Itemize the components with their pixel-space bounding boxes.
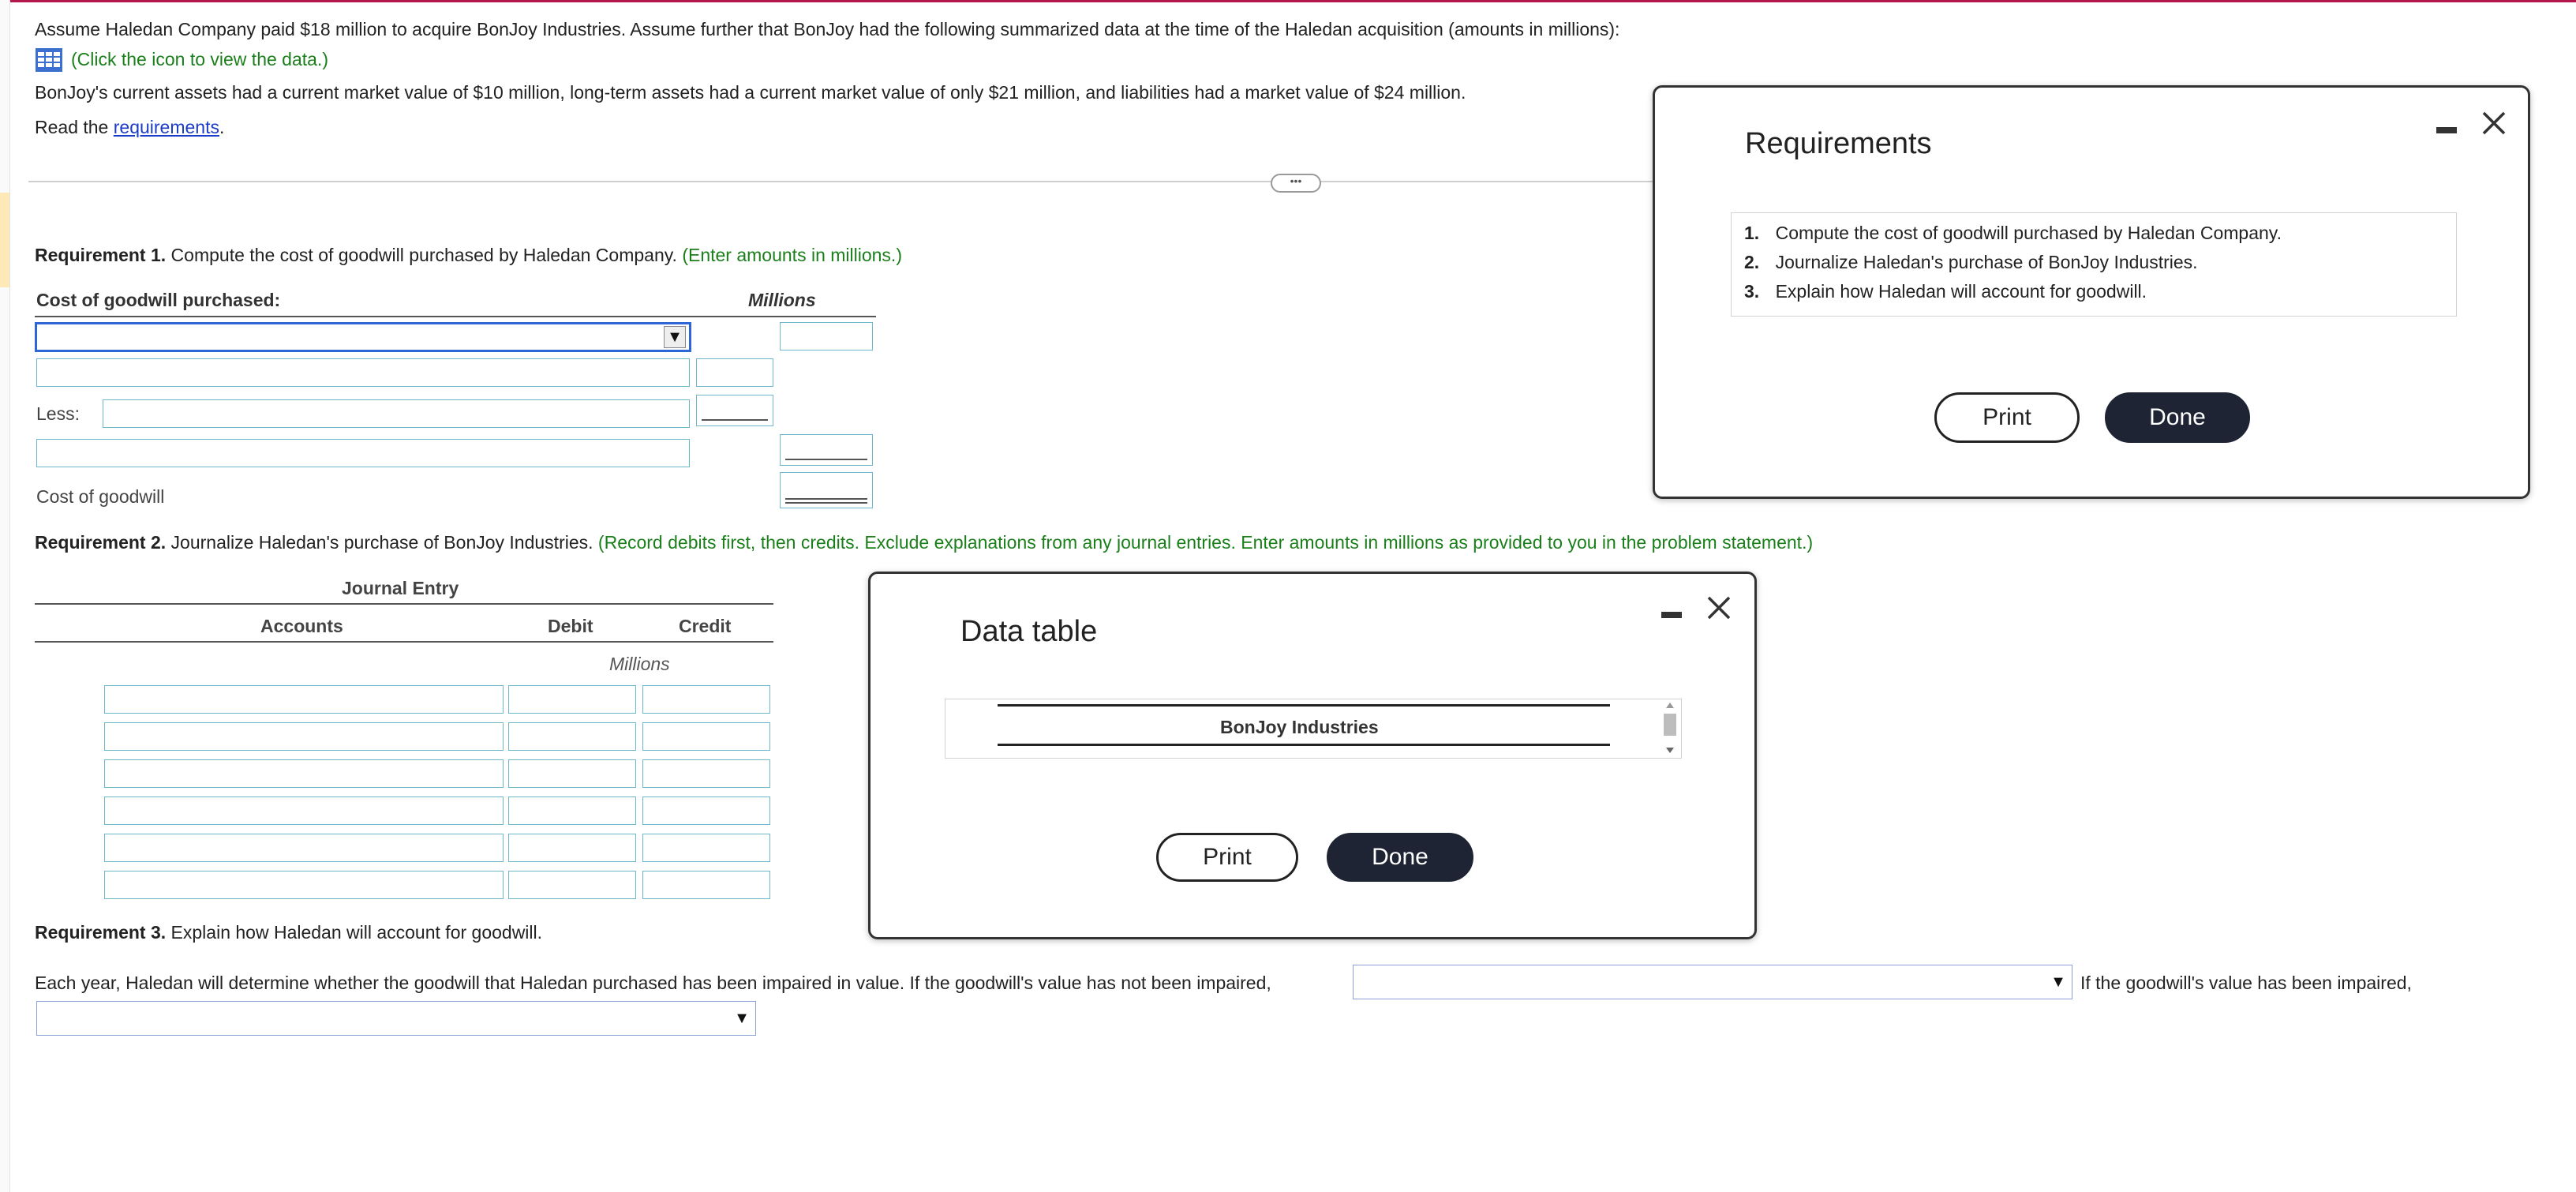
data-table-frame xyxy=(945,699,1682,759)
data-print-button[interactable]: Print xyxy=(1156,833,1298,882)
journal-debit-input[interactable] xyxy=(508,685,636,714)
list-item-number: 2. xyxy=(1744,252,1760,272)
dropdown-arrow-icon: ▼ xyxy=(2050,973,2066,991)
journal-credit-input[interactable] xyxy=(642,685,770,714)
requirements-done-button[interactable]: Done xyxy=(2105,392,2250,443)
req1-text: Compute the cost of goodwill purchased by Haledan Company. xyxy=(166,245,683,265)
journal-title: Journal Entry xyxy=(342,578,459,598)
data-table-modal xyxy=(868,572,1757,939)
journal-credit-input[interactable] xyxy=(642,871,770,899)
journal-debit-input[interactable] xyxy=(508,871,636,899)
net-rule xyxy=(785,459,867,460)
impaired-select[interactable] xyxy=(36,1001,756,1036)
list-item-text: Explain how Haledan will account for goodwill. xyxy=(1775,281,2147,302)
requirements-list xyxy=(1731,212,2457,317)
double-rule-bottom xyxy=(785,502,867,504)
list-item-number: 3. xyxy=(1744,281,1760,302)
table-grid-icon xyxy=(35,47,63,73)
table-top-rule xyxy=(998,704,1610,707)
journal-header-rule xyxy=(35,641,773,643)
req1-hint: (Enter amounts in millions.) xyxy=(682,245,902,265)
scroll-down-arrow-icon[interactable] xyxy=(1666,748,1674,753)
list-item xyxy=(1744,279,2147,303)
dropdown-arrow-icon: ▼ xyxy=(734,1010,750,1027)
goodwill-less-account[interactable] xyxy=(103,399,690,428)
read-suffix: . xyxy=(219,117,225,137)
close-icon[interactable] xyxy=(1705,594,1732,621)
req3-label: Requirement 3. xyxy=(35,922,167,943)
journal-debit-input[interactable] xyxy=(508,834,636,862)
journal-account-input[interactable] xyxy=(104,722,504,751)
list-item-number: 1. xyxy=(1744,223,1760,243)
journal-account-input[interactable] xyxy=(104,685,504,714)
goodwill-less-amount[interactable] xyxy=(696,395,773,426)
goodwill-net-amount[interactable] xyxy=(780,434,873,466)
goodwill-price-select[interactable] xyxy=(35,322,691,352)
list-item xyxy=(1744,221,2282,245)
goodwill-total-amount[interactable] xyxy=(780,472,873,508)
double-rule-top xyxy=(785,498,867,500)
req3-sentence-b: If the goodwill's value has been impaired, xyxy=(2080,973,2412,993)
req3-heading xyxy=(35,920,542,944)
journal-account-input[interactable] xyxy=(104,871,504,899)
col-debit: Debit xyxy=(548,616,593,636)
scrollbar-thumb[interactable] xyxy=(1664,714,1676,736)
journal-credit-input[interactable] xyxy=(642,722,770,751)
journal-credit-input[interactable] xyxy=(642,834,770,862)
goodwill-total-label: Cost of goodwill xyxy=(36,486,165,507)
requirements-modal-title: Requirements xyxy=(1745,127,1932,160)
section-divider xyxy=(28,181,1654,182)
left-progress-marker xyxy=(0,193,9,287)
journal-credit-input[interactable] xyxy=(642,759,770,788)
data-table-header: BonJoy Industries xyxy=(1220,717,1379,737)
req2-text: Journalize Haledan's purchase of BonJoy Industries. xyxy=(166,532,598,553)
requirements-link[interactable]: requirements xyxy=(113,117,219,137)
goodwill-price-amount[interactable] xyxy=(780,322,873,350)
minimize-icon[interactable] xyxy=(2436,127,2457,133)
read-requirements-line xyxy=(35,115,224,139)
goodwill-row2-amount[interactable] xyxy=(696,358,773,387)
panel-resize-handle[interactable]: ••• xyxy=(1271,174,1321,193)
col-accounts: Accounts xyxy=(260,616,343,636)
list-item-text: Journalize Haledan's purchase of BonJoy Industries. xyxy=(1775,252,2198,272)
journal-debit-input[interactable] xyxy=(508,722,636,751)
req2-heading xyxy=(35,530,1813,554)
journal-debit-input[interactable] xyxy=(508,759,636,788)
req3-text: Explain how Haledan will account for goodwill. xyxy=(166,922,543,943)
not-impaired-select[interactable] xyxy=(1353,965,2072,999)
journal-units: Millions xyxy=(609,654,670,674)
journal-debit-input[interactable] xyxy=(508,797,636,825)
goodwill-net-account[interactable] xyxy=(36,439,690,467)
journal-account-input[interactable] xyxy=(104,797,504,825)
goodwill-col-units: Millions xyxy=(748,290,816,310)
left-gutter xyxy=(0,0,10,1192)
requirements-print-button[interactable]: Print xyxy=(1934,392,2080,443)
list-item xyxy=(1744,250,2198,274)
table-header-rule xyxy=(998,744,1610,746)
read-prefix: Read the xyxy=(35,117,114,137)
journal-account-input[interactable] xyxy=(104,834,504,862)
scrollbar[interactable] xyxy=(1662,701,1678,756)
top-accent-bar xyxy=(0,0,2576,2)
req1-label: Requirement 1. xyxy=(35,245,167,265)
journal-title-rule xyxy=(35,603,773,605)
req2-label: Requirement 2. xyxy=(35,532,167,553)
market-values-text: BonJoy's current assets had a current market value of $10 million, long-term assets had a current market value of only $21 million, and liabilities had a market value of $24 million. xyxy=(35,82,1466,103)
req1-heading xyxy=(35,243,902,267)
req3-sentence-a: Each year, Haledan will determine whether the goodwill that Haledan purchased has been impaired in value. If the goodwill's value has not been impaired, xyxy=(35,973,1271,993)
goodwill-col-label: Cost of goodwill purchased: xyxy=(36,290,281,310)
list-item-text: Compute the cost of goodwill purchased by Haledan Company. xyxy=(1775,223,2282,243)
scroll-up-arrow-icon[interactable] xyxy=(1666,703,1674,708)
minimize-icon[interactable] xyxy=(1661,612,1682,618)
journal-credit-input[interactable] xyxy=(642,797,770,825)
requirements-modal xyxy=(1653,85,2530,499)
dropdown-arrow-icon: ▼ xyxy=(664,326,686,348)
journal-account-input[interactable] xyxy=(104,759,504,788)
problem-intro: Assume Haledan Company paid $18 million to acquire BonJoy Industries. Assume further that BonJoy had the following summarized data at the time of the Haledan acquisition (amounts in millions): xyxy=(35,19,1620,39)
goodwill-header-rule xyxy=(35,316,876,317)
req2-hint: (Record debits first, then credits. Exclude explanations from any journal entries. Enter amounts in millions as provided to you in the problem statement.) xyxy=(597,532,1814,553)
goodwill-row2-account[interactable] xyxy=(36,358,690,387)
close-icon[interactable] xyxy=(2481,110,2507,137)
data-done-button[interactable]: Done xyxy=(1327,833,1473,882)
subtotal-rule xyxy=(702,419,768,421)
less-label: Less: xyxy=(36,403,80,424)
data-table-modal-title: Data table xyxy=(960,615,1098,648)
col-credit: Credit xyxy=(679,616,732,636)
data-link-text[interactable]: (Click the icon to view the data.) xyxy=(71,49,328,69)
